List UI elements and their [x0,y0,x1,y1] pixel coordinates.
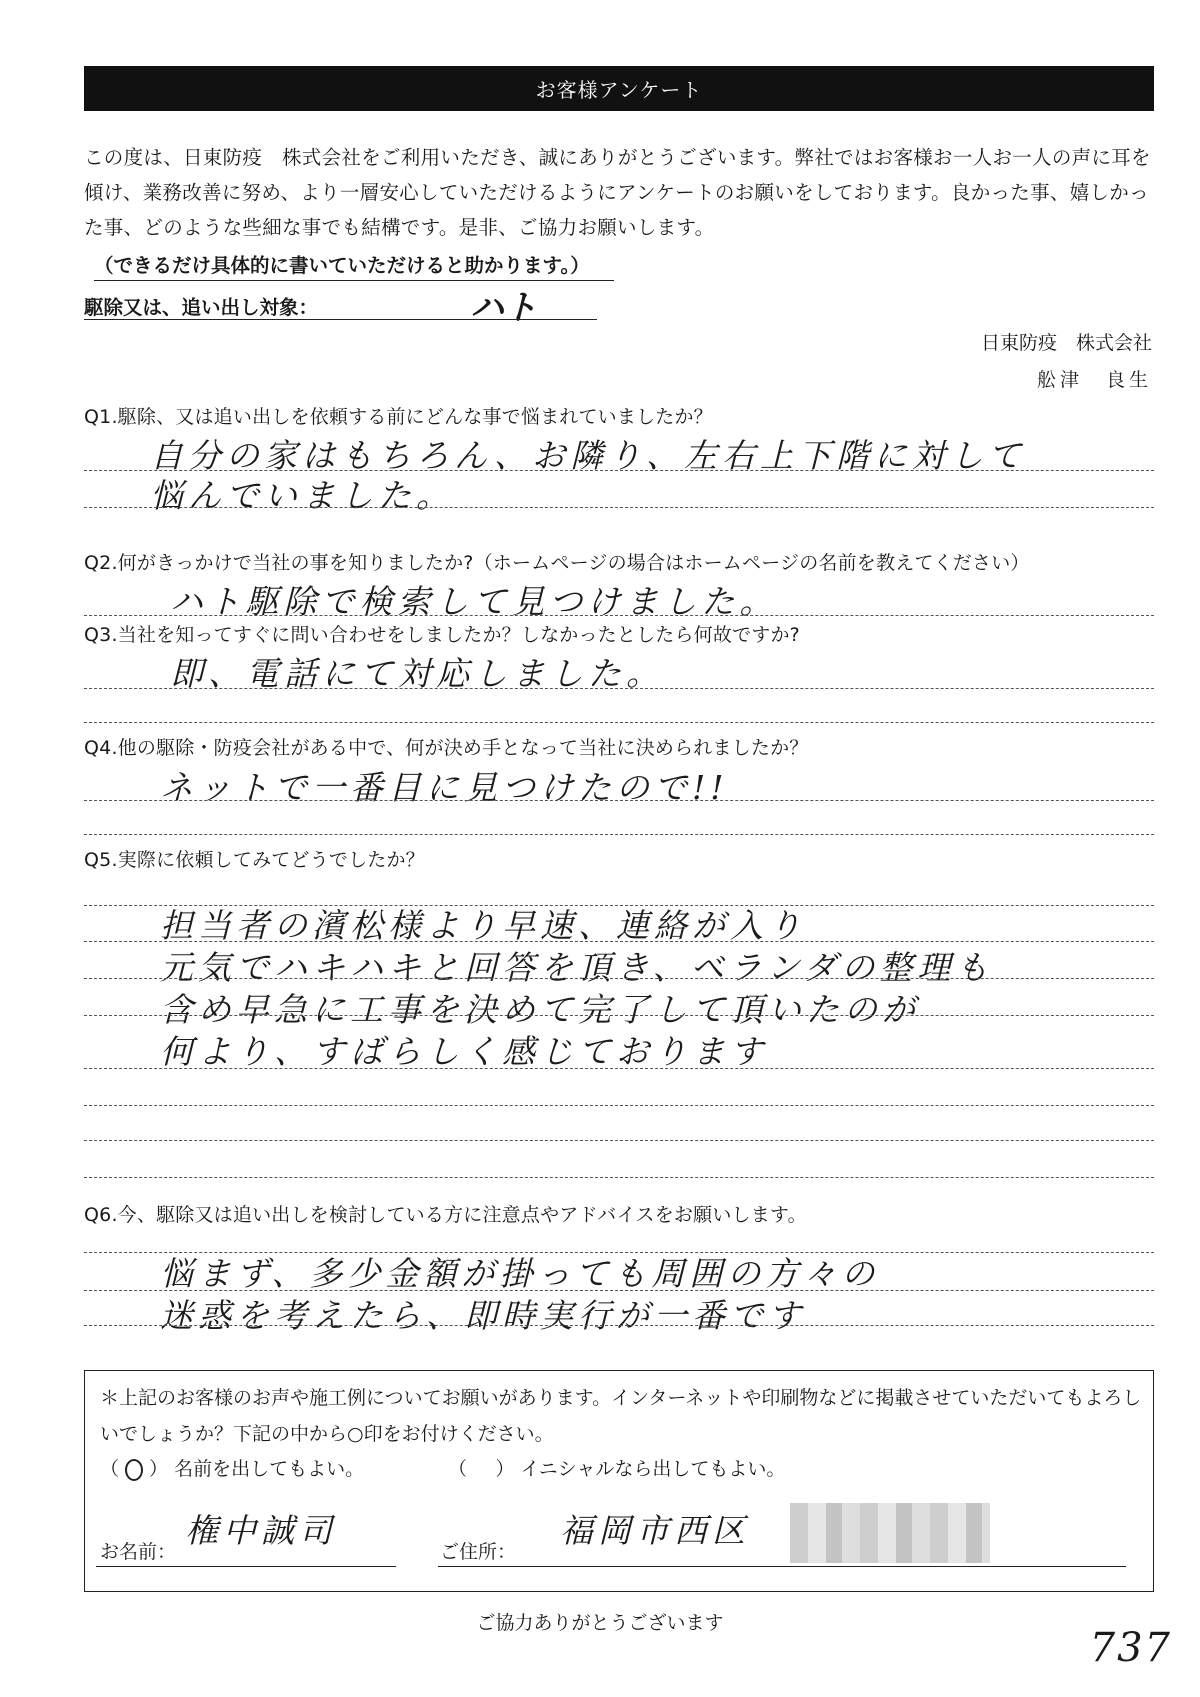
page-title: お客様アンケート [84,66,1154,111]
answer-line [84,1140,1154,1141]
question-3: Q3.当社を知ってすぐに問い合わせをしましたか？しなかったとしたら何故ですか? [84,624,800,646]
option-initial-label: イニシャルなら出してもよい。 [520,1458,786,1480]
answer-line [84,800,1154,801]
answer-2-line-1: ハト駆除で検索して見つけました。 [170,582,778,621]
answer-line [84,978,1154,979]
target-value-handwritten: ハト [470,288,538,328]
redacted-address-block [790,1503,990,1563]
name-label: お名前： [100,1541,177,1563]
answer-1-line-2: 悩んでいました。 [150,476,454,515]
answer-line [84,1068,1154,1069]
answer-line [84,1105,1154,1106]
answer-line [84,834,1154,835]
answer-line [84,1177,1154,1178]
answer-5-line-2: 元気でハキハキと回答を頂き、ベランダの整理も [160,948,994,987]
address-value-handwritten: 福岡市西区 [560,1511,750,1550]
answer-5-line-3: 含め早急に工事を決めて完了して頂いたのが [160,990,920,1029]
company-name: 日東防疫 株式会社 [980,332,1152,354]
address-label: ご住所： [440,1541,517,1563]
option-name-row: （ ） 名前を出してもよい。 [100,1458,365,1480]
answer-line [84,1015,1154,1016]
answer-6-line-2: 迷惑を考えたら、即時実行が一番です [160,1296,806,1335]
consent-text: ＊上記のお客様のお声や施工例についてお願いがあります。インターネットや印刷物などに掲載させていただいてもよろしいでしょうか？下記の中から○印をお付けください。 [100,1387,1142,1445]
circle-mark-icon[interactable] [125,1459,143,1481]
question-1: Q1.駆除、又は追い出しを依頼する前にどんな事で悩まれていましたか？ [84,406,713,428]
answer-line [84,507,1154,508]
footer-thanks: ご協力ありがとうございます [476,1612,724,1634]
answer-1-line-1: 自分の家はもちろん、お隣り、左右上下階に対して [150,436,1026,475]
staff-name: 舩津 良生 [1036,369,1152,391]
answer-6-line-1: 悩まず、多少金額が掛っても周囲の方々の [160,1254,880,1293]
answer-3-line-1: 即、電話にて対応しました。 [170,654,664,693]
intro-text: この度は、日東防疫 株式会社をご利用いただき、誠にありがとうございます。弊社ではお客様お一人お一人の声に耳を傾け、業務改善に努め、より一層安心していただけるようにアンケートのお願いをしております。良かった事、嬉しかった事、どのような些細な事でも結構です。是非、ご協力お願いします。 [84,146,1151,239]
question-6: Q6.今、駆除又は追い出しを検討している方に注意点やアドバイスをお願いします。 [84,1204,807,1226]
name-value-handwritten: 権中誠司 [185,1511,337,1550]
answer-4-line-1: ネットで一番目に見つけたので!! [160,768,729,807]
answer-line [84,1325,1154,1326]
option-initial-row: （ ） イニシャルなら出してもよい。 [448,1458,786,1480]
question-5: Q5.実際に依頼してみてどうでしたか？ [84,849,425,871]
target-label: 駆除又は、追い出し対象： [84,296,319,319]
page-number: 737 [1089,1625,1172,1671]
answer-line [84,688,1154,689]
answer-5-line-4: 何より、すばらしく感じております [160,1032,768,1071]
address-underline [438,1566,1126,1567]
question-4: Q4.他の駆除・防疫会社がある中で、何が決め手となって当社に決められましたか？ [84,737,809,759]
name-underline [96,1566,396,1567]
answer-5-line-1: 担当者の濱松様より早速、連絡が入り [160,906,806,945]
question-2: Q2.何がきっかけで当社の事を知りましたか?（ホームページの場合はホームページの名前を教えてください） [84,552,1030,574]
answer-line [84,722,1154,723]
target-underline [84,319,597,320]
answer-line [84,615,1154,616]
option-name-label: 名前を出してもよい。 [174,1458,365,1480]
intro-note: （できるだけ具体的に書いていただけると助かります。） [94,254,590,277]
